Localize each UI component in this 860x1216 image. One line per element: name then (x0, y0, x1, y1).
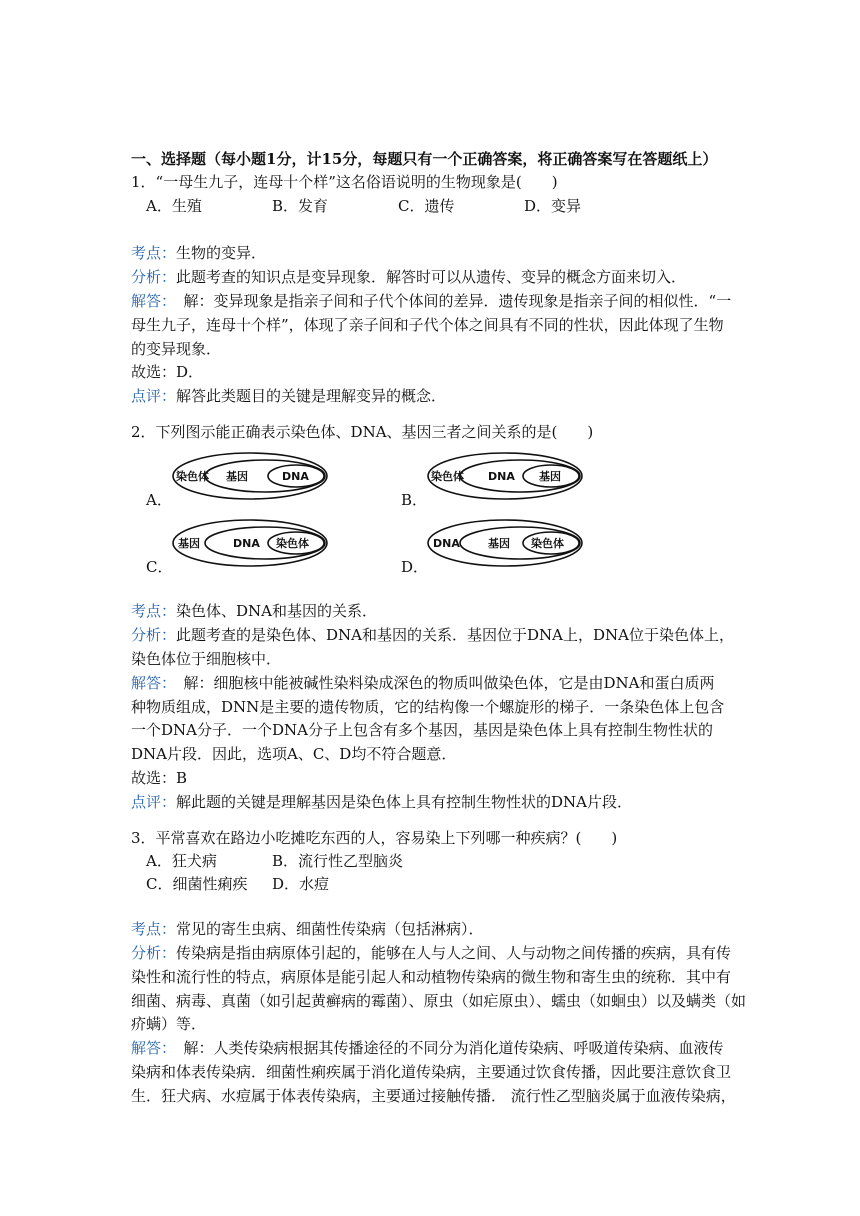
q3-option-c: C．细菌性痢疾 (146, 875, 248, 893)
q1-jieda-line-3: 的变异现象． (131, 340, 222, 358)
q1-kaodian-text: 生物的变异． (176, 244, 267, 262)
q2-jieda-line-3: 一个DNA分子．一个DNA分子上包含有多个基因，基因是染色体上具有控制生物性状的 (131, 721, 713, 739)
q3-fenxi-line-2: 染性和流行性的特点，病原体是能引起人和动植物传染病的微生物和寄生虫的统称．其中有 (131, 968, 732, 986)
q3-fenxi (131, 942, 731, 964)
fenxi-label: 分析： (131, 944, 177, 962)
q1-question: 1．“一母生九子，连母十个样”这名俗语说明的生物现象是( ) (131, 173, 558, 191)
q2-option-d: D． (401, 558, 429, 576)
q2-diagram-b (425, 450, 585, 506)
q2-fenxi-line-2: 染色体位于细胞核中． (131, 650, 282, 668)
jieda-label: 解答： (131, 674, 169, 692)
q2-b-middle-label: DNA (488, 470, 515, 483)
q1-option-c: C．遗传 (398, 197, 455, 215)
q2-option-a: A． (146, 491, 172, 509)
q1-fenxi-text: 此题考查的知识点是变异现象．解答时可以从遗传、变异的概念方面来切入． (176, 268, 687, 286)
q2-diagram-d (425, 517, 585, 573)
q3-options-row-2 (146, 873, 329, 895)
q3-jieda-line-1: 解：人类传染病根据其传播途径的不同分为消化道传染病、呼吸道传染病、血液传 (168, 1039, 724, 1057)
q2-d-middle-label: 基因 (488, 537, 510, 550)
q3-jieda (131, 1037, 724, 1059)
q3-fenxi-line-1: 传染病是指由病原体引起的，能够在人与人之间、人与动物之间传播的疾病，具有传 (176, 944, 732, 962)
q2-option-c: C． (146, 558, 173, 576)
q2-kaodian (131, 600, 377, 622)
q2-jieda-line-4: DNA片段．因此，选项A、C、D均不符合题意． (131, 745, 457, 763)
q3-option-b: B．流行性乙型脑炎 (272, 852, 404, 870)
q1-jieda-line-2: 母生九子，连母十个样”，体现了亲子间和子代个体之间具有不同的性状，因此体现了生物 (131, 316, 724, 334)
q2-dianping (131, 791, 632, 813)
fenxi-label: 分析： (131, 626, 177, 644)
q1-kaodian (131, 242, 266, 264)
q2-a-middle-label: 基因 (226, 470, 248, 483)
q1-dianping-text: 解答此类题目的关键是理解变异的概念． (176, 387, 447, 405)
q3-jieda-line-3: 生．狂犬病、水痘属于体表传染病，主要通过接触传播． 流行性乙型脑炎属于血液传染病， (131, 1087, 736, 1105)
q3-option-a: A．狂犬病 (146, 852, 217, 870)
q2-fenxi-line-1: 此题考查的是染色体、DNA和基因的关系．基因位于DNA上，DNA位于染色体上， (176, 626, 734, 644)
q2-b-inner-label: 基因 (539, 470, 561, 483)
jieda-label: 解答： (131, 1039, 169, 1057)
kaodian-label: 考点： (131, 920, 177, 938)
q1-dianping (131, 385, 446, 407)
q2-question: 2．下列图示能正确表示染色体、DNA、基因三者之间关系的是( ) (131, 423, 594, 441)
q1-option-d: D．变异 (524, 197, 582, 215)
q2-jieda-line-2: 种物质组成，DNN是主要的遗传物质，它的结构像一个螺旋形的梯子．一条染色体上包含 (131, 698, 725, 716)
q3-jieda-line-2: 染病和体表传染病．细菌性痢疾属于消化道传染病，主要通过饮食传播，因此要注意饮食卫 (131, 1063, 732, 1081)
q2-c-inner-label: 染色体 (276, 537, 309, 550)
q2-a-inner-label: DNA (282, 470, 309, 483)
q1-fenxi (131, 266, 686, 288)
q1-answer: 故选：D． (131, 363, 204, 381)
q3-kaodian (131, 918, 484, 940)
kaodian-label: 考点： (131, 244, 177, 262)
q2-option-b: B． (401, 491, 428, 509)
q2-c-outer-label: 基因 (178, 537, 200, 550)
jieda-label: 解答： (131, 292, 169, 310)
q2-diagram-a (170, 450, 330, 506)
q2-dianping-text: 解此题的关键是理解基因是染色体上具有控制生物性状的DNA片段． (176, 793, 633, 811)
q3-fenxi-line-3: 细菌、病毒、真菌（如引起黄癣病的霉菌）、原虫（如疟原虫）、蠕虫（如蛔虫）以及螨类（如 (131, 992, 747, 1010)
q1-jieda (131, 290, 731, 312)
q2-jieda-line-1: 解：细胞核中能被碱性染料染成深色的物质叫做染色体，它是由DNA和蛋白质两 (168, 674, 715, 692)
q3-option-d: D．水痘 (272, 875, 330, 893)
q2-a-outer-label: 染色体 (176, 470, 209, 483)
kaodian-label: 考点： (131, 602, 177, 620)
q2-diagram-c (170, 517, 330, 573)
q1-options (146, 195, 581, 217)
q2-kaodian-text: 染色体、DNA和基因的关系． (176, 602, 378, 620)
q1-jieda-line-1: 解：变异现象是指亲子间和子代个体间的差异．遗传现象是指亲子间的相似性．“一 (168, 292, 732, 310)
q3-options-row-1 (146, 850, 403, 872)
q3-kaodian-text: 常见的寄生虫病、细菌性传染病（包括淋病）． (176, 920, 484, 938)
q2-fenxi (131, 624, 734, 646)
q2-d-outer-label: DNA (433, 537, 460, 550)
q2-answer: 故选：B (131, 769, 188, 787)
q3-question: 3．平常喜欢在路边小吃摊吃东西的人，容易染上下列哪一种疾病？( ) (131, 829, 618, 847)
fenxi-label: 分析： (131, 268, 177, 286)
q3-fenxi-line-4: 疥螨）等． (131, 1015, 207, 1033)
section-title: 一、选择题（每小题1分，计15分，每题只有一个正确答案，将正确答案写在答题纸上） (131, 150, 718, 168)
q2-c-middle-label: DNA (233, 537, 260, 550)
q2-jieda (131, 672, 715, 694)
q2-d-inner-label: 染色体 (531, 537, 564, 550)
dianping-label: 点评： (131, 793, 177, 811)
q1-option-b: B．发育 (272, 197, 329, 215)
q2-b-outer-label: 染色体 (431, 470, 464, 483)
q1-option-a: A．生殖 (146, 197, 202, 215)
dianping-label: 点评： (131, 387, 177, 405)
